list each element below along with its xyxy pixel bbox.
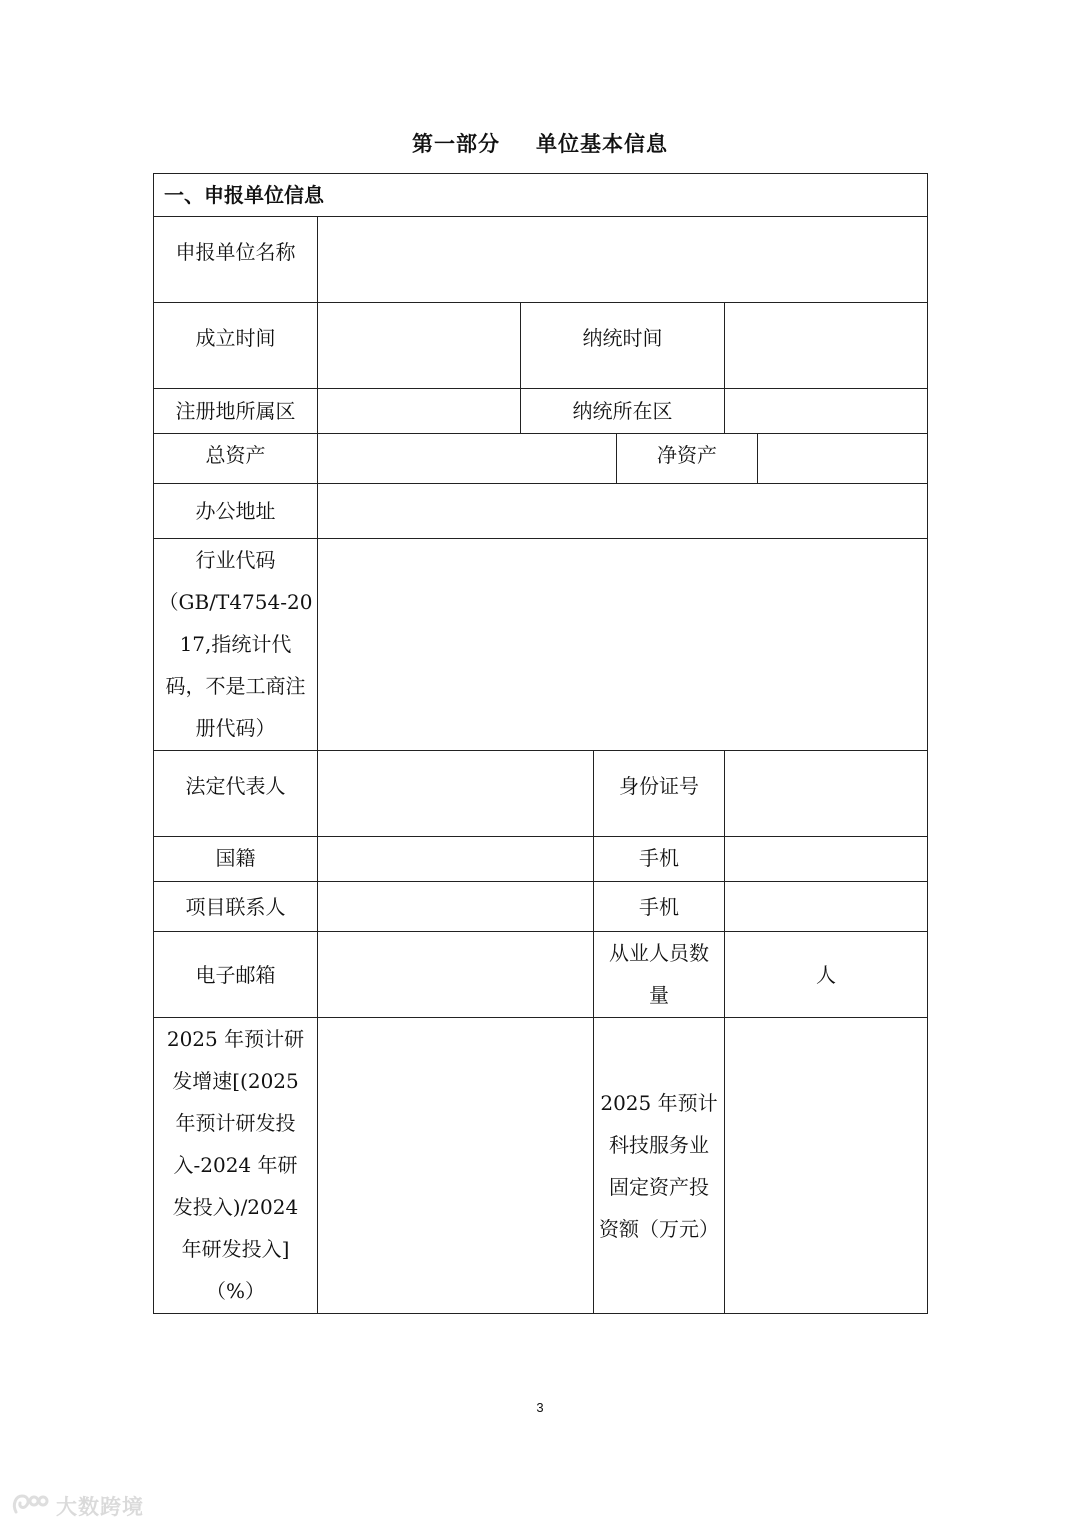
label-unit-name: 申报单位名称: [153, 216, 318, 303]
page-title: [0, 128, 1080, 160]
label-employees: 从业人员数 量: [593, 931, 725, 1018]
employees-unit: 人: [816, 962, 836, 987]
label-contact: 项目联系人: [153, 881, 318, 932]
label-stats-district: 纳统所在区: [520, 388, 725, 434]
page-number: 3: [536, 1400, 544, 1415]
brand-logo-icon: [10, 1492, 50, 1520]
field-rd-growth[interactable]: [317, 1017, 594, 1314]
label-stats-time: 纳统时间: [520, 302, 725, 389]
section-heading: [153, 173, 928, 217]
label-id-number: 身份证号: [593, 750, 725, 837]
label-industry-code: 行业代码 （GB/T4754-20 17,指统计代 码，不是工商注 册代码）: [153, 538, 318, 751]
field-nationality[interactable]: [317, 836, 594, 882]
field-stats-district[interactable]: [724, 388, 928, 434]
field-id-number[interactable]: [724, 750, 928, 837]
field-total-assets[interactable]: [317, 433, 617, 484]
field-unit-name[interactable]: [317, 216, 928, 303]
watermark: [10, 1492, 144, 1520]
field-contact[interactable]: [317, 881, 594, 932]
field-employees[interactable]: [724, 931, 928, 1018]
field-fixed-invest[interactable]: [724, 1017, 928, 1314]
label-net-assets: 净资产: [616, 433, 758, 484]
watermark-text: 大数跨境: [56, 1495, 144, 1519]
field-established[interactable]: [317, 302, 521, 389]
page-title-name: 单位基本信息: [536, 131, 668, 156]
field-mobile-2[interactable]: [724, 881, 928, 932]
field-mobile-1[interactable]: [724, 836, 928, 882]
section-heading-text: 一、申报单位信息: [164, 183, 324, 207]
label-mobile-2: 手机: [593, 881, 725, 932]
label-fixed-invest: 2025 年预计 科技服务业 固定资产投 资额（万元）: [593, 1017, 725, 1314]
label-email: 电子邮箱: [153, 931, 318, 1018]
label-total-assets: 总资产: [153, 433, 318, 484]
field-legal-rep[interactable]: [317, 750, 594, 837]
field-stats-time[interactable]: [724, 302, 928, 389]
label-established: 成立时间: [153, 302, 318, 389]
label-legal-rep: 法定代表人: [153, 750, 318, 837]
field-reg-district[interactable]: [317, 388, 521, 434]
field-net-assets[interactable]: [757, 433, 928, 484]
label-office-address: 办公地址: [153, 483, 318, 539]
field-office-address[interactable]: [317, 483, 928, 539]
label-rd-growth: 2025 年预计研 发增速[(2025 年预计研发投 入-2024 年研 发投入)/2024 年研发投入] （%）: [153, 1017, 318, 1314]
field-industry-code[interactable]: [317, 538, 928, 751]
label-mobile-1: 手机: [593, 836, 725, 882]
label-nationality: 国籍: [153, 836, 318, 882]
field-email[interactable]: [317, 931, 594, 1018]
label-reg-district: 注册地所属区: [153, 388, 318, 434]
page-title-part: 第一部分: [412, 131, 500, 156]
